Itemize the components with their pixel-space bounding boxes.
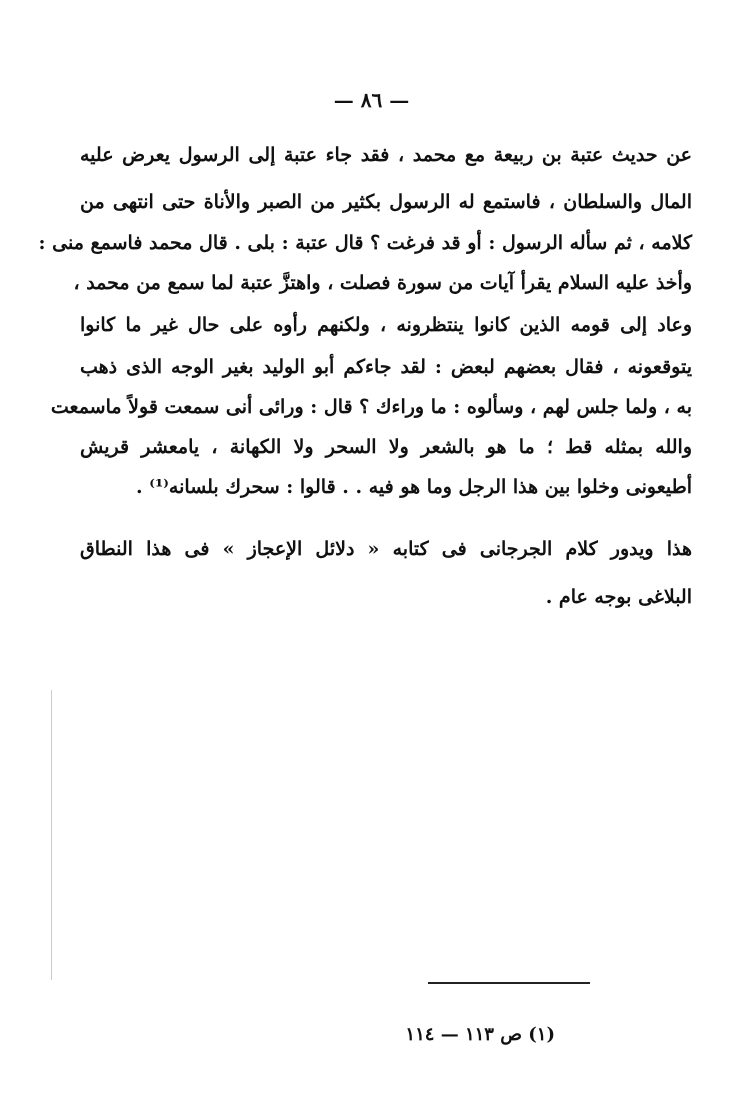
text-line: المال والسلطان ، فاستمع له الرسول بكثير من الصبر والأناة حتى انتهى من bbox=[80, 191, 692, 213]
text-line: وأخذ عليه السلام يقرأ آيات من سورة فصلت ، واهتزَّ عتبة لما سمع من محمد ، bbox=[73, 272, 692, 294]
margin-rule bbox=[51, 690, 52, 980]
paragraph-2 bbox=[80, 534, 692, 614]
page-number: — ٨٦ — bbox=[333, 88, 410, 112]
text-line: وعاد إلى قومه الذين كانوا ينتظرونه ، ولكنهم رأوه على حال غير ما كانوا bbox=[80, 314, 692, 336]
text-line: يتوقعونه ، فقال بعضهم لبعض : لقد جاءكم أبو الوليد بغير الوجه الذى ذهب bbox=[80, 356, 692, 378]
paragraph-1 bbox=[38, 140, 692, 510]
text-line: أطيعونى وخلوا بين هذا الرجل وما هو فيه . . قالوا : سحرك بلسانه⁽¹⁾ . bbox=[136, 476, 692, 498]
text-line: البلاغى بوجه عام . bbox=[545, 586, 692, 608]
text-line: والله بمثله قط ؛ ما هو بالشعر ولا السحر ولا الكهانة ، يامعشر قريش bbox=[80, 436, 692, 458]
text-line: كلامه ، ثم سأله الرسول : أو قد فرغت ؟ قال عتبة : بلى . قال محمد فاسمع منى : bbox=[38, 232, 692, 254]
footnote-divider bbox=[428, 982, 590, 984]
footnote: (١) ص ١١٣ — ١١٤ bbox=[405, 1024, 555, 1045]
text-line: هذا ويدور كلام الجرجانى فى كتابه « دلائل الإعجاز » فى هذا النطاق bbox=[80, 538, 692, 560]
text-line: به ، ولما جلس لهم ، وسألوه : ما وراءك ؟ قال : ورائى أنى سمعت قولاً ماسمعت bbox=[50, 396, 692, 418]
text-line: عن حديث عتبة بن ربيعة مع محمد ، فقد جاء عتبة إلى الرسول يعرض عليه bbox=[80, 144, 692, 166]
